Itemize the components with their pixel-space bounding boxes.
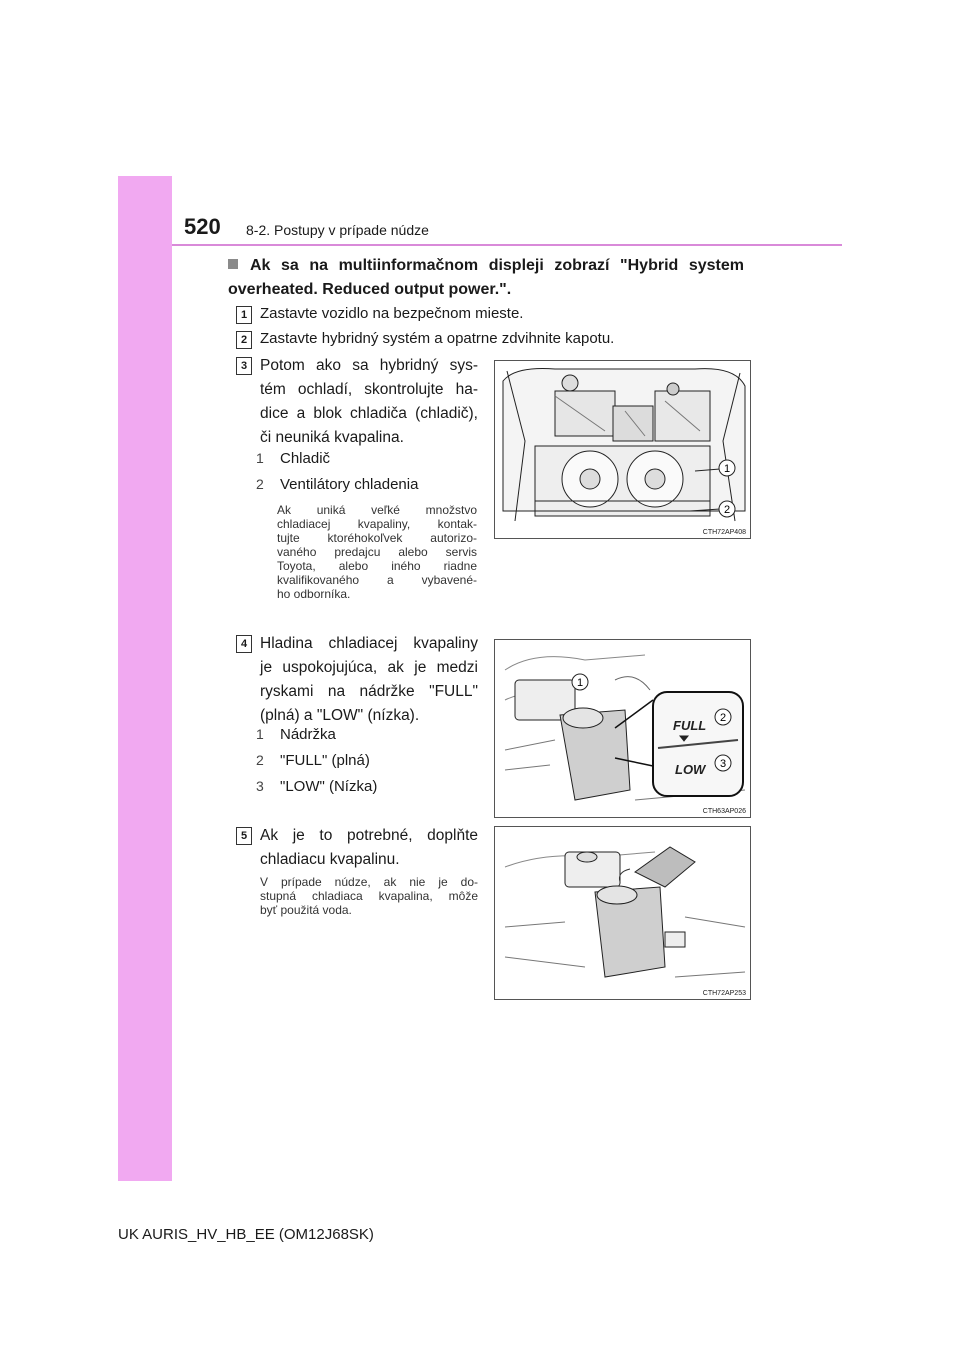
callout-label-tank: Nádržka xyxy=(280,726,336,743)
square-bullet-icon xyxy=(228,259,238,269)
fig2-callout-1: 1 xyxy=(576,677,584,689)
callout-marker-1 xyxy=(719,460,735,476)
fig2-callout-3: 3 xyxy=(719,758,727,770)
step-5-note xyxy=(260,875,478,917)
step-5-line: Ak je to potrebné, doplňte xyxy=(260,827,478,844)
page-footer: UK AURIS_HV_HB_EE (OM12J68SK) xyxy=(118,1226,374,1243)
figure-code: CTH72AP408 xyxy=(702,529,746,536)
engine-bay-illustration xyxy=(495,361,750,538)
note-line: tujte ktoréhokoľvek autorizo- xyxy=(277,531,477,545)
callout-number: 1 xyxy=(256,726,264,742)
note-line: kvalifikovaného a vybavené- xyxy=(277,573,477,587)
low-mark: LOW xyxy=(675,762,706,777)
fig1-callout-1: 1 xyxy=(723,463,731,475)
figure-refill xyxy=(494,826,751,1000)
note-line: stupná chladiaca kvapalina, môže xyxy=(260,889,478,903)
callout-marker-2 xyxy=(719,501,735,517)
header-rule xyxy=(172,244,842,246)
note-line: chladiacej kvapaliny, kontak- xyxy=(277,517,477,531)
note-line: vaného predajcu alebo servis xyxy=(277,545,477,559)
chapter-tab-bar xyxy=(118,176,172,1181)
step-3-text xyxy=(260,354,478,450)
refill-illustration xyxy=(495,827,750,999)
step-4-line: (plná) a "LOW" (nízka). xyxy=(260,707,420,724)
section-title: 8-2. Postupy v prípade núdze xyxy=(246,222,429,238)
callout-number: 1 xyxy=(256,450,264,466)
step-4-line: je uspokojujúca, ak je medzi xyxy=(260,659,478,676)
step-1-text: Zastavte vozidlo na bezpečnom mieste. xyxy=(260,305,524,322)
callout-number: 2 xyxy=(256,752,264,768)
step-2-text: Zastavte hybridný systém a opatrne zdvihnite kapotu. xyxy=(260,330,615,347)
step-number-2: 2 xyxy=(236,331,252,349)
callout-label-fans: Ventilátory chladenia xyxy=(280,476,419,493)
fig2-callout-2: 2 xyxy=(719,712,727,724)
full-mark: FULL xyxy=(673,718,707,733)
step-3-note xyxy=(277,503,477,601)
step-5-line: chladiacu kvapalinu. xyxy=(260,851,400,868)
callout-marker-2 xyxy=(715,709,731,725)
callout-label-full: "FULL" (plná) xyxy=(280,752,370,769)
figure-code: CTH63AP026 xyxy=(702,808,746,815)
step-4-text xyxy=(260,632,478,728)
step-3-line: či neuniká kvapalina. xyxy=(260,429,404,446)
note-line: ho odborníka. xyxy=(277,587,351,601)
callout-number: 2 xyxy=(256,476,264,492)
step-3-line: tém ochladí, skontrolujte ha- xyxy=(260,381,478,398)
step-5-text xyxy=(260,824,478,872)
figure-engine-bay xyxy=(494,360,751,539)
figure-code: CTH72AP253 xyxy=(702,990,746,997)
step-4-line: ryskami na nádržke "FULL" xyxy=(260,683,478,700)
note-line: byť použitá voda. xyxy=(260,903,352,917)
heading-text: Ak sa na multiinformačnom displeji zobrazí "Hybrid system overheated. Reduced output power.". xyxy=(228,257,744,298)
fig1-callout-2: 2 xyxy=(723,504,731,516)
figure-coolant-tank xyxy=(494,639,751,818)
step-number-5: 5 xyxy=(236,827,252,845)
callout-number: 3 xyxy=(256,778,264,794)
step-number-3: 3 xyxy=(236,357,252,375)
callout-marker-3 xyxy=(715,755,731,771)
step-3-line: dice a blok chladiča (chladič), xyxy=(260,405,478,422)
step-4-line: Hladina chladiacej kvapaliny xyxy=(260,635,478,652)
step-3-line: Potom ako sa hybridný sys- xyxy=(260,357,478,374)
page-number: 520 xyxy=(184,214,221,239)
note-line: Toyota, alebo iného riadne xyxy=(277,559,477,573)
callout-label-radiator: Chladič xyxy=(280,450,331,467)
note-line: Ak uniká veľké množstvo xyxy=(277,503,477,517)
situation-heading xyxy=(228,254,744,302)
note-line: V prípade núdze, ak nie je do- xyxy=(260,875,478,889)
callout-label-low: "LOW" (Nízka) xyxy=(280,778,378,795)
step-number-4: 4 xyxy=(236,635,252,653)
callout-marker-1 xyxy=(572,674,588,690)
step-number-1: 1 xyxy=(236,306,252,324)
coolant-tank-illustration xyxy=(495,640,750,817)
